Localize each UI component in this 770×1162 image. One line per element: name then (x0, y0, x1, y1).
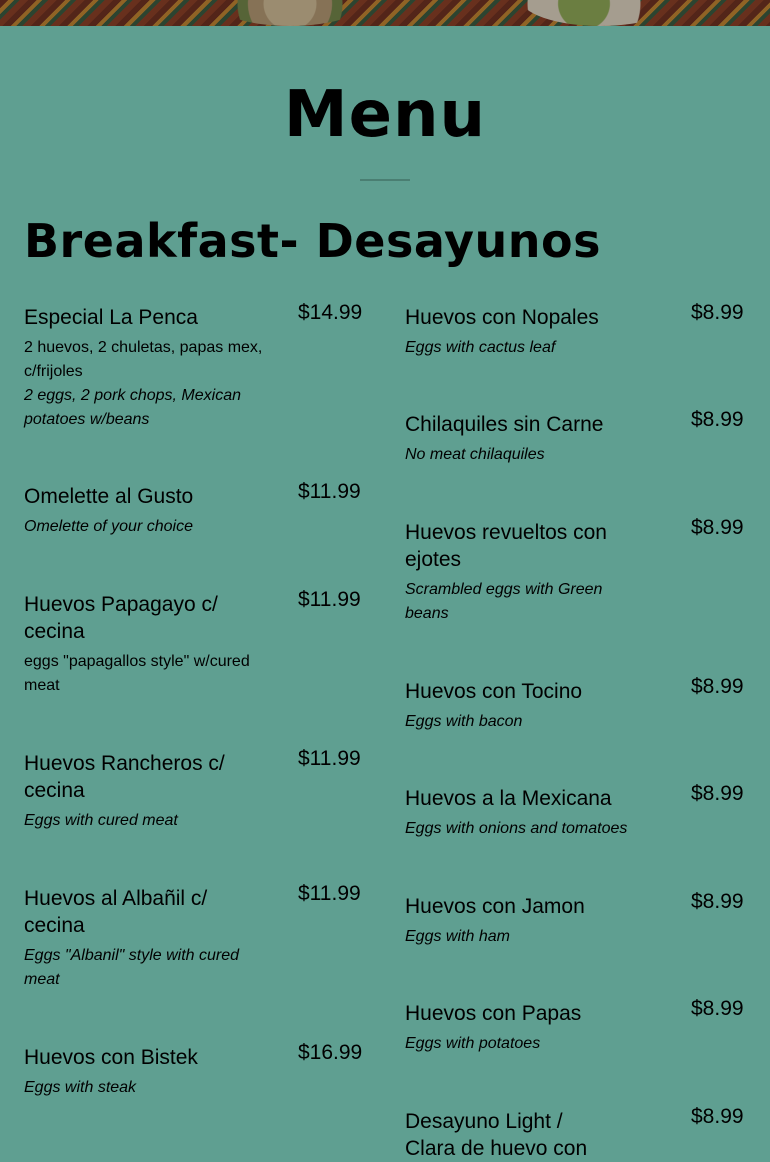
menu-item-name: Huevos Rancheros c/ cecina (24, 752, 225, 802)
menu-item-price: $8.99 (691, 675, 744, 698)
menu-item-name: Especial La Penca (24, 306, 198, 329)
menu-item-name: Huevos con Bistek (24, 1046, 198, 1069)
menu-item-description-english: No meat chilaquiles (405, 446, 545, 463)
hero-image (0, 0, 770, 26)
menu-item-description-english: Eggs with bacon (405, 713, 523, 730)
menu-item (24, 480, 361, 539)
menu-item-price: $8.99 (691, 997, 744, 1020)
menu-item (405, 782, 744, 841)
menu-item-description: 2 huevos, 2 chuletas, papas mex, c/frijoles (24, 339, 263, 380)
menu-item-price: $14.99 (298, 301, 363, 324)
menu-item-description-english: Omelette of your choice (24, 518, 193, 535)
page-title: Menu (283, 78, 487, 152)
menu-item-price: $8.99 (691, 516, 744, 539)
menu-item (24, 747, 361, 833)
menu-item-price: $8.99 (691, 890, 744, 913)
menu-item-name: Huevos con Tocino (405, 680, 583, 703)
menu-item-price: $11.99 (298, 588, 361, 611)
menu-item (24, 882, 361, 992)
menu-item-name: Huevos al Albañil c/ cecina (24, 887, 208, 937)
menu-item-name: Omelette al Gusto (24, 485, 194, 508)
menu-item-name: Chilaquiles sin Carne (405, 413, 604, 436)
menu-item-name: Huevos Papagayo c/ cecina (24, 593, 218, 643)
menu-item-description-english: Eggs with potatoes (405, 1035, 541, 1052)
section-title: Breakfast- Desayunos (24, 214, 601, 268)
menu-item-price: $16.99 (298, 1041, 363, 1064)
menu-item-name: Huevos con Nopales (405, 306, 599, 329)
menu-item (405, 675, 744, 734)
menu-item-price: $11.99 (298, 882, 361, 905)
menu-item-price: $11.99 (298, 747, 361, 770)
menu-item (24, 588, 361, 698)
menu-item-price: $8.99 (691, 1105, 744, 1128)
menu-item (24, 1041, 363, 1100)
menu-item (405, 890, 744, 949)
menu-item-description-english: Eggs with ham (405, 928, 510, 945)
menu-item (405, 408, 744, 467)
menu-item-description-english: Eggs with onions and tomatoes (405, 820, 628, 837)
menu-item-name: Huevos a la Mexicana (405, 787, 612, 810)
menu-item-price: $11.99 (298, 480, 361, 503)
menu-item-description-english: Eggs with steak (24, 1079, 137, 1096)
menu-item (24, 301, 363, 432)
menu-item-name: Desayuno Light / Clara de huevo con (405, 1110, 588, 1160)
menu-item-price: $8.99 (691, 782, 744, 805)
menu-item-description-english: Scrambled eggs with Green beans (405, 581, 603, 622)
title-divider (360, 179, 410, 181)
menu-item-name: Huevos con Papas (405, 1002, 582, 1025)
menu-item (405, 301, 744, 360)
menu-item-name: Huevos revueltos con ejotes (405, 521, 607, 571)
menu-item-description-english: Eggs with cactus leaf (405, 339, 556, 356)
menu-item-description-english: Eggs "Albanil" style with cured meat (24, 947, 240, 988)
menu-item-description: eggs "papagallos style" w/cured meat (24, 653, 250, 694)
menu-item (405, 516, 744, 626)
menu-item-price: $8.99 (691, 408, 744, 431)
menu-item-description-english: 2 eggs, 2 pork chops, Mexican potatoes w/beans (24, 387, 242, 428)
menu-item (405, 1105, 744, 1162)
menu-item-price: $8.99 (691, 301, 744, 324)
menu-item-description-english: Eggs with cured meat (24, 812, 178, 829)
menu-item (405, 997, 744, 1056)
menu-item-name: Huevos con Jamon (405, 895, 585, 918)
